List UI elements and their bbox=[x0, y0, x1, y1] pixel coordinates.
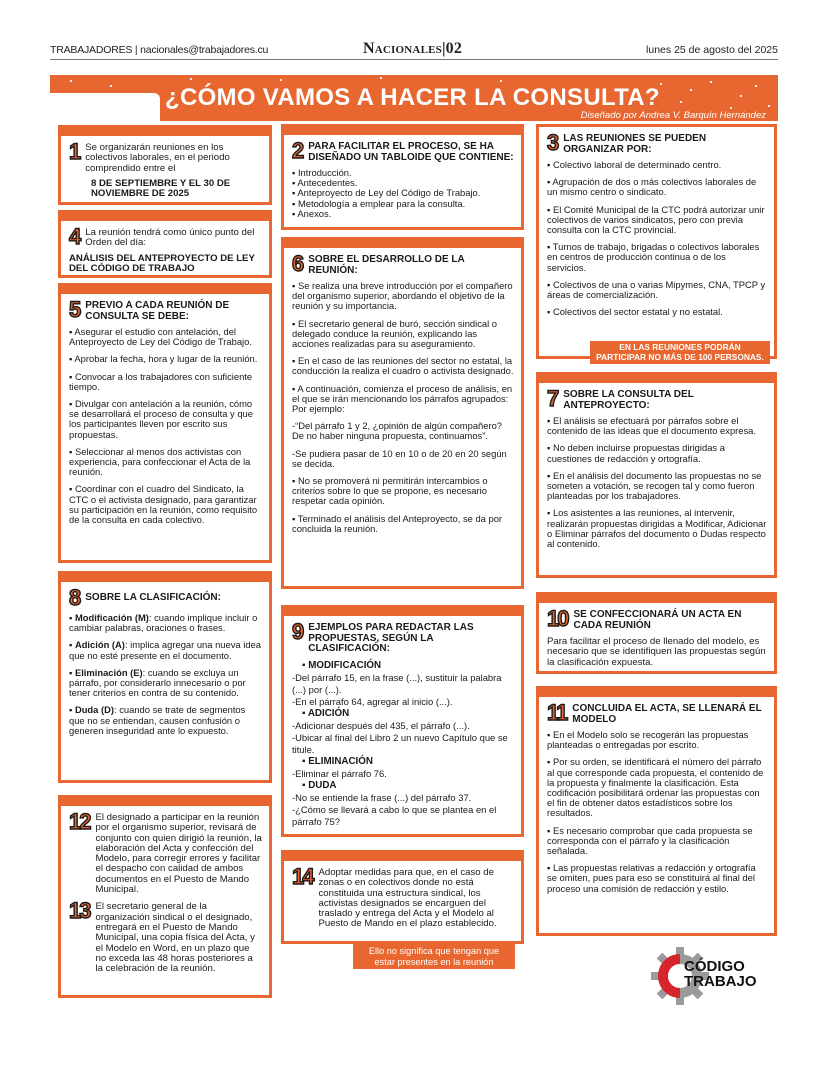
group-label: ▪ ADICIÓN bbox=[302, 708, 514, 720]
design-credit: Diseñado por Andrea V. Barquín Hernández bbox=[580, 110, 766, 121]
section-title: LAS REUNIONES SE PUEDEN ORGANIZAR POR: bbox=[563, 133, 707, 155]
section-emphasis: ANÁLISIS DEL ANTEPROYECTO DE LEY DEL CÓDIGO DE TRABAJO bbox=[69, 252, 255, 275]
list-item: ▪ No se promoverá ni permitirán intercambios o criterios sobre lo que se propone, es necesario respetar cada opinión. bbox=[292, 476, 514, 507]
list-item: ▪ Terminado el análisis del Anteproyecto, se da por concluida la reunión. bbox=[292, 514, 514, 534]
section-intro: Se organizarán reuniones en los colectivos laborales, en el periodo comprendido entre el bbox=[85, 142, 230, 174]
section-14 bbox=[281, 850, 524, 944]
list-item: ▪ Se realiza una breve introducción por el compañero del organismo superior, abordando el objetivo de la reunión y su importancia. bbox=[292, 281, 514, 312]
section-6 bbox=[281, 237, 524, 589]
list-item: ▪ El Comité Municipal de la CTC podrá autorizar unir colectivos de varios sindicatos, pero con previa consulta con la CTC provincial. bbox=[547, 205, 767, 236]
section-3 bbox=[536, 124, 777, 359]
group-label: ▪ DUDA bbox=[302, 780, 514, 792]
list-item: ▪ Antecedentes. bbox=[292, 178, 514, 188]
section-intro: La reunión tendrá como único punto del Orden del día: bbox=[85, 227, 255, 249]
page-title: ¿CÓMO VAMOS A HACER LA CONSULTA? bbox=[165, 84, 660, 111]
example-line: -Ubicar al final del Libro 2 un nuevo Capítulo que se titule. bbox=[292, 731, 508, 755]
example-text: -“Del párrafo 1 y 2, ¿opinión de algún compañero? De no haber ninguna propuesta, continuamos”. bbox=[292, 420, 503, 442]
list-item: ▪ Colectivos de una o varias Mipymes, CNA, TPCP y áreas de comercialización. bbox=[547, 280, 767, 300]
logo-text: CÓDIGO TRABAJO bbox=[684, 958, 757, 990]
list-item: ▪ En el caso de las reuniones del sector no estatal, la conducción la realiza el cuadro o activista designado. bbox=[292, 356, 514, 376]
section-9 bbox=[281, 605, 524, 837]
section-text: El secretario general de la organización sindical o el designado, entregará en el Puesto de Mando Municipal, una copia física del Acta, y el Modelo en Word, en un plazo que no exceda las 48 horas posteriores a la celebración de la reunión. bbox=[95, 901, 255, 975]
section-8 bbox=[58, 571, 272, 783]
section-3-note: EN LAS REUNIONES PODRÁN PARTICIPAR NO MÁS DE 100 PERSONAS. bbox=[590, 341, 770, 364]
section-number: 2 bbox=[292, 138, 303, 163]
list-item: ▪ Metodología a emplear para la consulta. bbox=[292, 199, 514, 209]
section-text: Adoptar medidas para que, en el caso de zonas o en colectivos donde no está constituida una estructura sindical, los activistas designados se encarguen del traslado y entrega del Acta y el Modelo al Puesto de Mando en el plazo establecido. bbox=[318, 867, 497, 930]
list-item: ▪ Turnos de trabajo, brigadas o colectivos laborales en centros de producción continua o de los servicios. bbox=[547, 242, 767, 273]
section-number: 5 bbox=[69, 297, 80, 322]
list-item: ▪ Las propuestas relativas a redacción y ortografía se omiten, pues para eso se constituirá al final del proceso una comisión de redacción y estilo. bbox=[547, 863, 767, 894]
section-number: 12 bbox=[69, 809, 90, 834]
section-number: 13 bbox=[69, 898, 90, 924]
list-item: ▪ Modificación (M): cuando implique incluir o cambiar palabras, oraciones o frases. bbox=[69, 613, 262, 633]
list-item: ▪ Introducción. bbox=[292, 168, 514, 178]
section-2 bbox=[281, 124, 524, 230]
example-line: -Eliminar el párrafo 76. bbox=[292, 767, 387, 779]
list-item: ▪ Colectivos del sector estatal y no estatal. bbox=[547, 307, 767, 317]
section-text: El designado a participar en la reunión por el organismo superior, revisará de conjunto con quien dirigió la reunión, la elaboración del Acta y confección del Modelo, para corregir errores y facilitar el despacho con calidad de ambos documentos en el Puesto de Mando Municipal. bbox=[95, 812, 262, 896]
section-14-note: Ello no significa que tengan que estar presentes en la reunión bbox=[353, 944, 515, 969]
section-10 bbox=[536, 592, 777, 674]
group-label: ▪ MODIFICACIÓN bbox=[302, 660, 514, 672]
list-item: ▪ No deben incluirse propuestas dirigidas a cuestiones de redacción y ortografía. bbox=[547, 443, 767, 463]
example-line: -No se entiende la frase (...) del párrafo 37. bbox=[292, 791, 472, 803]
section-11 bbox=[536, 686, 777, 936]
section-title: SE CONFECCIONARÁ UN ACTA EN CADA REUNIÓN bbox=[573, 609, 742, 631]
list-item: ▪ Asegurar el estudio con antelación, del Anteproyecto de Ley del Código de Trabajo. bbox=[69, 327, 262, 347]
section-number: 3 bbox=[547, 130, 558, 155]
section-number: 8 bbox=[69, 585, 80, 610]
section-title: SOBRE LA CONSULTA DEL ANTEPROYECTO: bbox=[563, 389, 694, 411]
example-line: -¿Cómo se llevará a cabo lo que se plantea en el párrafo 75? bbox=[292, 803, 497, 827]
section-number: 11 bbox=[547, 700, 567, 725]
masthead bbox=[50, 40, 778, 60]
section-number: 7 bbox=[547, 386, 558, 411]
section-number: 6 bbox=[292, 251, 303, 276]
list-item: ▪ Divulgar con antelación a la reunión, cómo se desarrollará el proceso de consulta y que los participantes lleven por escrito sus propuestas. bbox=[69, 399, 262, 440]
section-title: PARA FACILITAR EL PROCESO, SE HA DISEÑADO UN TABLOIDE QUE CONTIENE: bbox=[308, 141, 514, 163]
list-item: ▪ El análisis se efectuará por párrafos sobre el contenido de las ideas que el documento expresa. bbox=[547, 416, 767, 436]
section-title: SOBRE LA CLASIFICACIÓN: bbox=[85, 592, 221, 603]
title-banner bbox=[50, 75, 778, 121]
section-number: 9 bbox=[292, 619, 303, 644]
group-label: ▪ ELIMINACIÓN bbox=[302, 756, 514, 768]
list-item: ▪ Convocar a los trabajadores con suficiente tiempo. bbox=[69, 372, 262, 392]
masthead-section: Nacionales|02 bbox=[363, 40, 463, 57]
section-title: SOBRE EL DESARROLLO DE LA REUNIÓN: bbox=[308, 254, 465, 276]
section-emphasis: 8 DE SEPTIEMBRE Y EL 30 DE NOVIEMBRE DE 2025 bbox=[91, 177, 231, 200]
list-item: ▪ Es necesario comprobar que cada propuesta se corresponda con el párrafo y la clasificación señalada. bbox=[547, 826, 767, 857]
list-item: ▪ Anexos. bbox=[292, 209, 514, 219]
list-item: ▪ El secretario general de buró, sección sindical o delegado conduce la reunión, explicando las acciones realizadas para su aseguramiento. bbox=[292, 319, 514, 350]
section-number: 14 bbox=[292, 864, 313, 889]
section-number: 10 bbox=[547, 606, 568, 631]
section-text: Para facilitar el proceso de llenado del modelo, es necesario que se identifiquen las propuestas según la clasificación expuesta. bbox=[547, 636, 766, 668]
section-title: PREVIO A CADA REUNIÓN DE CONSULTA SE DEBE: bbox=[85, 300, 230, 322]
list-item: ▪ Adición (A): implica agregar una nueva idea que no esté presente en el documento. bbox=[69, 640, 262, 660]
list-item: ▪ Los asistentes a las reuniones, al intervenir, realizarán propuestas dirigidas a Modificar, Adicionar o Eliminar párrafos del documento o Dudas respecto al contenido. bbox=[547, 508, 767, 549]
list-item: ▪ Duda (D): cuando se trate de segmentos que no se entiendan, causen confusión o generen inseguridad ante lo expuesto. bbox=[69, 705, 262, 736]
example-line: -Adicionar después del 435, el párrafo (...). bbox=[292, 719, 470, 731]
list-item: ▪ Anteproyecto de Ley del Código de Trabajo. bbox=[292, 188, 514, 198]
list-item: ▪ Coordinar con el cuadro del Sindicato, la CTC o el activista designado, para garantizar su participación en la reunión, como requisito de la consulta en cada colectivo. bbox=[69, 484, 262, 525]
section-number: 4 bbox=[69, 224, 80, 249]
masthead-date: lunes 25 de agosto del 2025 bbox=[646, 44, 778, 56]
section-1 bbox=[58, 125, 272, 205]
list-item: ▪ Agrupación de dos o más colectivos laborales de un mismo centro o sindicato. bbox=[547, 177, 767, 197]
list-item: ▪ A continuación, comienza el proceso de análisis, en el que se irán mencionando los párrafos agrupados: Por ejemplo: bbox=[292, 384, 514, 415]
section-title: CONCLUIDA EL ACTA, SE LLENARÁ EL MODELO bbox=[572, 703, 762, 725]
section-12-13 bbox=[58, 795, 272, 998]
example-line: -Del párrafo 15, en la frase (...), sustituir la palabra (...) por (...). bbox=[292, 671, 502, 695]
section-5 bbox=[58, 283, 272, 563]
example-line: -En el párrafo 64, agregar al inicio (...). bbox=[292, 695, 453, 707]
section-7 bbox=[536, 372, 777, 578]
section-4 bbox=[58, 210, 272, 278]
list-item: ▪ En el Modelo solo se recogerán las propuestas planteadas o entregadas por escrito. bbox=[547, 730, 767, 750]
list-item: ▪ Eliminación (E): cuando se excluya un párrafo, por considerarlo innecesario o por tener criterios en contra de su contenido. bbox=[69, 668, 262, 699]
section-title: EJEMPLOS PARA REDACTAR LAS PROPUESTAS, SEGÚN LA CLASIFICACIÓN: bbox=[308, 622, 474, 654]
codigo-trabajo-logo bbox=[650, 947, 770, 1005]
list-item: ▪ Aprobar la fecha, hora y lugar de la reunión. bbox=[69, 354, 262, 364]
list-item: ▪ Seleccionar al menos dos activistas con experiencia, para confeccionar el Acta de la reunión. bbox=[69, 447, 262, 478]
banner-notch bbox=[50, 93, 160, 121]
list-item: ▪ En el análisis del documento las propuestas no se someten a votación, se recogen tal y como fueron planteadas por los trabajadores. bbox=[547, 471, 767, 502]
list-item: ▪ Por su orden, se identificará el número del párrafo al que corresponde cada propuesta, el contenido de la propuesta y finalmente la clasificación. Esta codificación posibilitará ordenar las propuestas con el fin de obtener datos estadísticos sobre los resultados. bbox=[547, 757, 767, 818]
list-item: ▪ Colectivo laboral de determinado centro. bbox=[547, 160, 767, 170]
section-number: 1 bbox=[69, 139, 80, 164]
example-text: -Se pudiera pasar de 10 en 10 o de 20 en 20 según se decida. bbox=[292, 447, 507, 469]
masthead-publication: TRABAJADORES | nacionales@trabajadores.cu bbox=[50, 44, 269, 56]
